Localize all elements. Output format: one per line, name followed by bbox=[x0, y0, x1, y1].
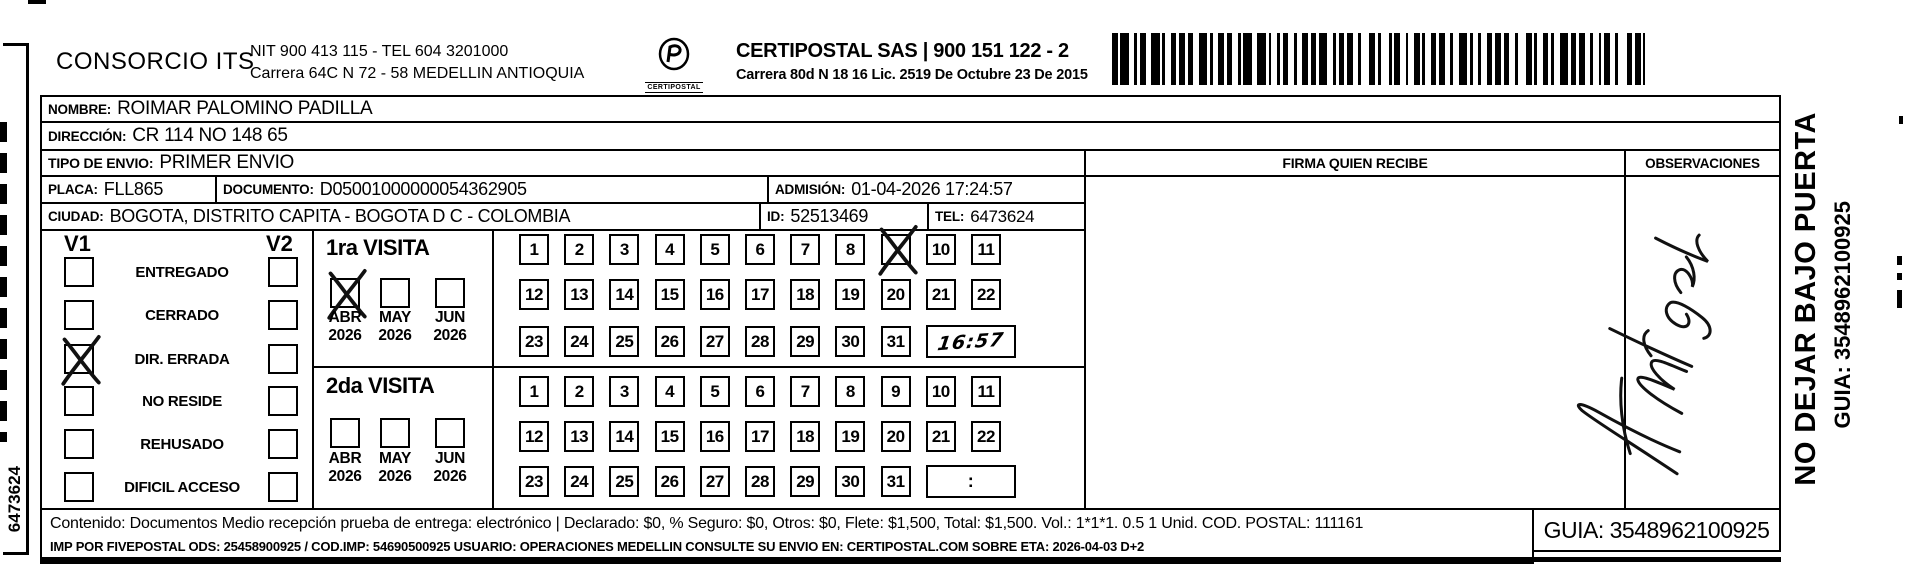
tracking-barcode bbox=[1112, 33, 1645, 85]
id-value: 52513469 bbox=[790, 206, 869, 226]
status-option-label: CERRADO bbox=[145, 307, 219, 324]
day-cell-12: 12 bbox=[519, 421, 549, 452]
day-cell-17: 17 bbox=[745, 279, 775, 310]
day-cell-19: 19 bbox=[835, 279, 865, 310]
month-label: JUN bbox=[434, 450, 466, 467]
firma-quien-recibe-header: FIRMA QUIEN RECIBE bbox=[1084, 149, 1626, 177]
bottom-border bbox=[40, 557, 1781, 562]
day-cell-18: 18 bbox=[790, 421, 820, 452]
day-cell-15: 15 bbox=[655, 421, 685, 452]
delivery-status-panel bbox=[40, 229, 314, 510]
observaciones-header: OBSERVACIONES bbox=[1624, 149, 1781, 177]
visit1-month-panel bbox=[312, 229, 494, 368]
day-cell-14: 14 bbox=[609, 279, 639, 310]
scan-artifact bbox=[1897, 273, 1902, 280]
certipostal-line2: Carrera 80d N 18 16 Lic. 2519 De Octubre 23 De 2015 bbox=[736, 67, 1088, 83]
month-label: ABR bbox=[328, 450, 362, 467]
day-cell-26: 26 bbox=[655, 326, 685, 357]
day-cell-25: 25 bbox=[609, 326, 639, 357]
status-option-label: REHUSADO bbox=[140, 436, 224, 453]
day-cell-24: 24 bbox=[564, 466, 594, 497]
nombre-value: ROIMAR PALOMINO PADILLA bbox=[117, 98, 373, 119]
day-cell-9 bbox=[881, 234, 911, 265]
company-name: CONSORCIO ITS bbox=[56, 48, 255, 75]
visit2-title: 2da VISITA bbox=[326, 373, 435, 398]
day-cell-5: 5 bbox=[700, 376, 730, 407]
status-checkbox-v1 bbox=[64, 429, 94, 459]
day-cell-21: 21 bbox=[926, 421, 956, 452]
certipostal-line1: CERTIPOSTAL SAS | 900 151 122 - 2 bbox=[736, 40, 1069, 62]
guia-box bbox=[1532, 508, 1781, 552]
footer-line1: Contenido: Documentos Medio recepción prueba de entrega: electrónico | Declarado: $0, % Seguro: $0, Otros: $0, Flete: $1,500, Total: $1,500. Vol.: 1*1*1. 0.5 1 Unid. COD. POSTAL: 111161 bbox=[50, 515, 1364, 532]
day-cell-1: 1 bbox=[519, 234, 549, 265]
day-cell-8: 8 bbox=[835, 234, 865, 265]
visit2-day-grid bbox=[492, 366, 1086, 510]
day-cell-28: 28 bbox=[745, 466, 775, 497]
status-checkbox-v2 bbox=[268, 472, 298, 502]
company-info-line1: NIT 900 413 115 - TEL 604 3201000 bbox=[250, 43, 509, 60]
month-year-label: 2026 bbox=[433, 327, 467, 344]
field-tel: TEL: 6473624 bbox=[927, 202, 1086, 231]
field-direccion: DIRECCIÓN: CR 114 NO 148 65 bbox=[40, 121, 1781, 151]
field-id: ID: 52513469 bbox=[759, 202, 929, 231]
v2-column-label: V2 bbox=[266, 231, 293, 256]
status-checkbox-v1 bbox=[64, 386, 94, 416]
placa-value: FLL865 bbox=[103, 179, 164, 199]
status-option-label: DIR. ERRADA bbox=[134, 351, 230, 368]
month-label: JUN bbox=[434, 309, 466, 326]
direccion-value: CR 114 NO 148 65 bbox=[132, 125, 288, 146]
status-checkbox-v2 bbox=[268, 429, 298, 459]
day-cell-11: 11 bbox=[971, 234, 1001, 265]
day-cell-6: 6 bbox=[745, 234, 775, 265]
month-year-label: 2026 bbox=[378, 468, 412, 485]
day-cell-31: 31 bbox=[881, 466, 911, 497]
day-cell-22: 22 bbox=[971, 279, 1001, 310]
day-cell-26: 26 bbox=[655, 466, 685, 497]
day-cell-21: 21 bbox=[926, 279, 956, 310]
month-label: MAY bbox=[378, 450, 412, 467]
guia-box-value: GUIA: 3548962100925 bbox=[1543, 516, 1770, 543]
field-placa: PLACA: FLL865 bbox=[40, 175, 217, 204]
contenido-footer-cell bbox=[40, 508, 1534, 564]
month-checkbox-jun bbox=[435, 278, 465, 308]
day-cell-16: 16 bbox=[700, 421, 730, 452]
v1-column-label: V1 bbox=[64, 231, 91, 256]
day-cell-8: 8 bbox=[835, 376, 865, 407]
day-cell-13: 13 bbox=[564, 279, 594, 310]
status-checkbox-v1 bbox=[64, 344, 94, 374]
month-label: MAY bbox=[378, 309, 412, 326]
month-checkbox-abr bbox=[330, 418, 360, 448]
day-cell-29: 29 bbox=[790, 466, 820, 497]
status-checkbox-v2 bbox=[268, 257, 298, 287]
status-checkbox-v1 bbox=[64, 257, 94, 287]
visit2-month-panel bbox=[312, 366, 494, 510]
day-cell-10: 10 bbox=[926, 234, 956, 265]
month-year-label: 2026 bbox=[328, 468, 362, 485]
day-cell-2: 2 bbox=[564, 376, 594, 407]
field-nombre: NOMBRE: ROIMAR PALOMINO PADILLA bbox=[40, 95, 1781, 123]
day-cell-18: 18 bbox=[790, 279, 820, 310]
company-info-line2: Carrera 64C N 72 - 58 MEDELLIN ANTIOQUIA bbox=[250, 65, 585, 82]
scan-artifact bbox=[1897, 290, 1902, 308]
day-cell-30: 30 bbox=[835, 466, 865, 497]
day-cell-11: 11 bbox=[971, 376, 1001, 407]
day-cell-12: 12 bbox=[519, 279, 549, 310]
day-cell-23: 23 bbox=[519, 326, 549, 357]
scan-artifact bbox=[1899, 116, 1903, 124]
day-cell-20: 20 bbox=[881, 279, 911, 310]
day-cell-7: 7 bbox=[790, 376, 820, 407]
tel-vertical-label: 6473624 bbox=[5, 465, 24, 533]
day-cell-23: 23 bbox=[519, 466, 549, 497]
day-cell-27: 27 bbox=[700, 466, 730, 497]
scan-artifact bbox=[28, 0, 46, 4]
status-option-label: DIFICIL ACCESO bbox=[124, 479, 240, 496]
day-cell-20: 20 bbox=[881, 421, 911, 452]
status-checkbox-v2 bbox=[268, 386, 298, 416]
month-checkbox-abr bbox=[330, 278, 360, 308]
month-year-label: 2026 bbox=[433, 468, 467, 485]
day-cell-3: 3 bbox=[609, 234, 639, 265]
day-cell-24: 24 bbox=[564, 326, 594, 357]
visit1-title: 1ra VISITA bbox=[326, 235, 430, 260]
day-cell-14: 14 bbox=[609, 421, 639, 452]
day-cell-17: 17 bbox=[745, 421, 775, 452]
tipo-envio-value: PRIMER ENVIO bbox=[159, 152, 295, 173]
left-dashed-bar bbox=[0, 122, 7, 442]
day-cell-7: 7 bbox=[790, 234, 820, 265]
visit1-day-grid bbox=[492, 229, 1086, 368]
day-cell-6: 6 bbox=[745, 376, 775, 407]
status-option-label: NO RESIDE bbox=[142, 393, 222, 410]
status-checkbox-v1 bbox=[64, 300, 94, 330]
month-checkbox-may bbox=[380, 278, 410, 308]
field-documento: DOCUMENTO: D05001000000054362905 bbox=[215, 175, 769, 204]
day-cell-30: 30 bbox=[835, 326, 865, 357]
visit-time-box: 16:57 bbox=[926, 325, 1016, 358]
status-checkbox-v2 bbox=[268, 344, 298, 374]
day-cell-16: 16 bbox=[700, 279, 730, 310]
admision-value: 01-04-2026 17:24:57 bbox=[851, 179, 1013, 199]
day-cell-10: 10 bbox=[926, 376, 956, 407]
month-checkbox-jun bbox=[435, 418, 465, 448]
ciudad-value: BOGOTA, DISTRITO CAPITA - BOGOTA D C - COLOMBIA bbox=[109, 206, 571, 226]
month-year-label: 2026 bbox=[328, 327, 362, 344]
day-cell-31: 31 bbox=[881, 326, 911, 357]
visit-time-box: : bbox=[926, 465, 1016, 498]
day-cell-13: 13 bbox=[564, 421, 594, 452]
month-year-label: 2026 bbox=[378, 327, 412, 344]
month-label: ABR bbox=[328, 309, 362, 326]
field-admision: ADMISIÓN: 01-04-2026 17:24:57 bbox=[767, 175, 1086, 204]
day-cell-29: 29 bbox=[790, 326, 820, 357]
day-cell-2: 2 bbox=[564, 234, 594, 265]
status-option-label: ENTREGADO bbox=[135, 264, 229, 281]
field-ciudad: CIUDAD: BOGOTA, DISTRITO CAPITA - BOGOTA D C - COLOMBIA bbox=[40, 202, 761, 231]
day-cell-27: 27 bbox=[700, 326, 730, 357]
firma-area bbox=[1084, 175, 1626, 510]
field-tipo-envio: TIPO DE ENVIO: PRIMER ENVIO bbox=[40, 149, 1086, 177]
day-cell-25: 25 bbox=[609, 466, 639, 497]
scan-artifact bbox=[1897, 256, 1902, 265]
certipostal-logo-caption: CERTIPOSTAL bbox=[647, 84, 701, 91]
day-cell-5: 5 bbox=[700, 234, 730, 265]
no-dejar-vertical-label: NO DEJAR BAJO PUERTA bbox=[1789, 112, 1822, 486]
day-cell-28: 28 bbox=[745, 326, 775, 357]
day-cell-19: 19 bbox=[835, 421, 865, 452]
day-cell-4: 4 bbox=[655, 376, 685, 407]
month-checkbox-may bbox=[380, 418, 410, 448]
day-cell-9: 9 bbox=[881, 376, 911, 407]
day-cell-4: 4 bbox=[655, 234, 685, 265]
status-checkbox-v2 bbox=[268, 300, 298, 330]
footer-line2: IMP POR FIVEPOSTAL ODS: 25458900925 / COD.IMP: 54690500925 USUARIO: OPERACIONES MEDELLIN CONSULTE SU ENVIO EN: CERTIPOSTAL.COM SOBRE ETA: 2026-04-03 D+2 bbox=[50, 539, 1145, 554]
day-cell-1: 1 bbox=[519, 376, 549, 407]
certipostal-logo-icon bbox=[652, 36, 696, 74]
day-cell-22: 22 bbox=[971, 421, 1001, 452]
tel-value: 6473624 bbox=[970, 206, 1035, 226]
guia-vertical-label: GUIA: 3548962100925 bbox=[1830, 201, 1855, 429]
day-cell-3: 3 bbox=[609, 376, 639, 407]
day-cell-15: 15 bbox=[655, 279, 685, 310]
status-checkbox-v1 bbox=[64, 472, 94, 502]
documento-value: D05001000000054362905 bbox=[319, 179, 527, 199]
